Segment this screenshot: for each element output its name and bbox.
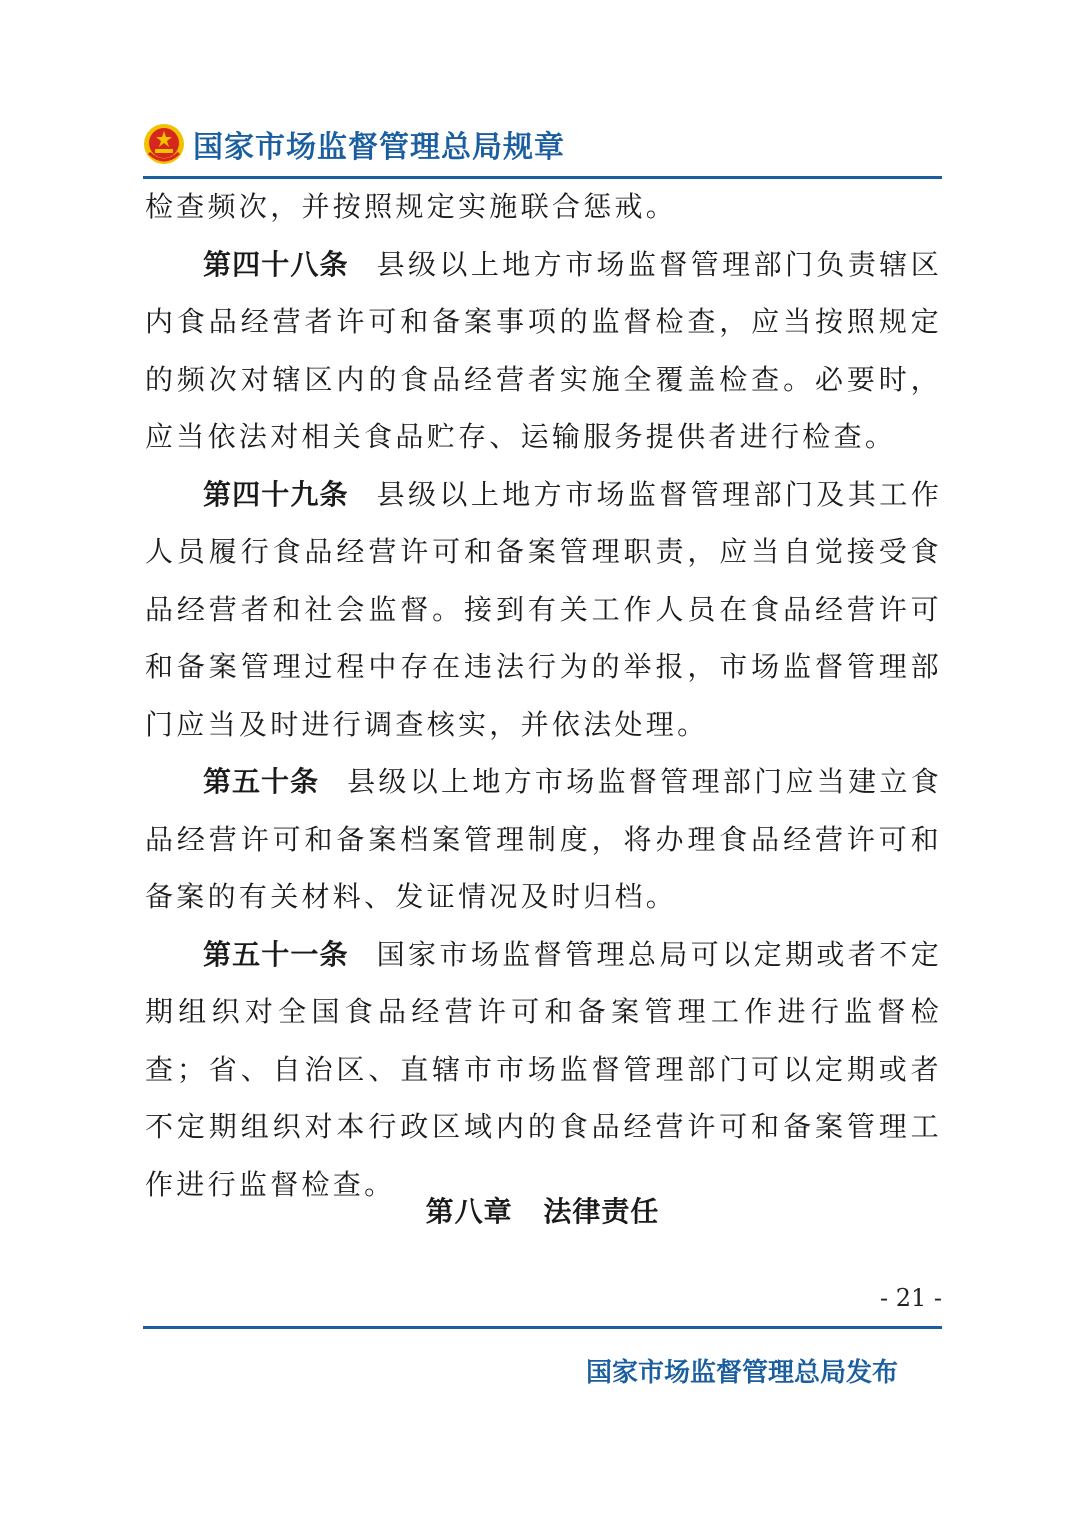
article-text: 县级以上地方市场监督管理部门负责辖区内食品经营者许可和备案事项的监督检查，应当按照规定的频次对辖区内的食品经营者实施全覆盖检查。必要时，应当依法对相关食品贮存、运输服务提供者进行检查。 [145,247,942,453]
continuation-paragraph: 检查频次，并按照规定实施联合惩戒。 [145,190,678,223]
footer-publisher: 国家市场监督管理总局发布 [585,1358,898,1388]
article-text: 县级以上地方市场监督管理部门及其工作人员履行食品经营许可和备案管理职责，应当自觉接受食品经营者和社会监督。接到有关工作人员在食品经营许可和备案管理过程中存在违法行为的举报，市场监督管理部门应当及时进行调查核实，并依法处理。 [145,477,942,741]
header-title: 国家市场监督管理总局规章 [193,130,565,165]
national-emblem-icon [143,123,185,165]
article-number: 第四十九条 [203,477,349,511]
document-header [143,118,943,170]
article-number: 第四十八条 [203,247,349,281]
article-48 [145,236,942,466]
page-number: - 21 - [879,1284,942,1312]
article-49 [145,466,942,754]
article-number: 第五十条 [203,765,320,798]
article-text: 国家市场监督管理总局可以定期或者不定期组织对全国食品经营许可和备案管理工作进行监督检查；省、自治区、直辖市市场监督管理部门可以定期或者不定期组织对本行政区域内的食品经营许可和备案管理工作进行监督检查。 [145,937,942,1201]
document-body [145,178,942,1213]
footer-divider [143,1326,942,1329]
article-text: 县级以上地方市场监督管理部门应当建立食品经营许可和备案档案管理制度，将办理食品经营许可和备案的有关材料、发证情况及时归档。 [145,765,942,913]
article-50 [145,753,942,926]
chapter-heading: 第八章 法律责任 [425,1195,660,1228]
article-51 [145,926,942,1214]
article-number: 第五十一条 [203,937,349,971]
